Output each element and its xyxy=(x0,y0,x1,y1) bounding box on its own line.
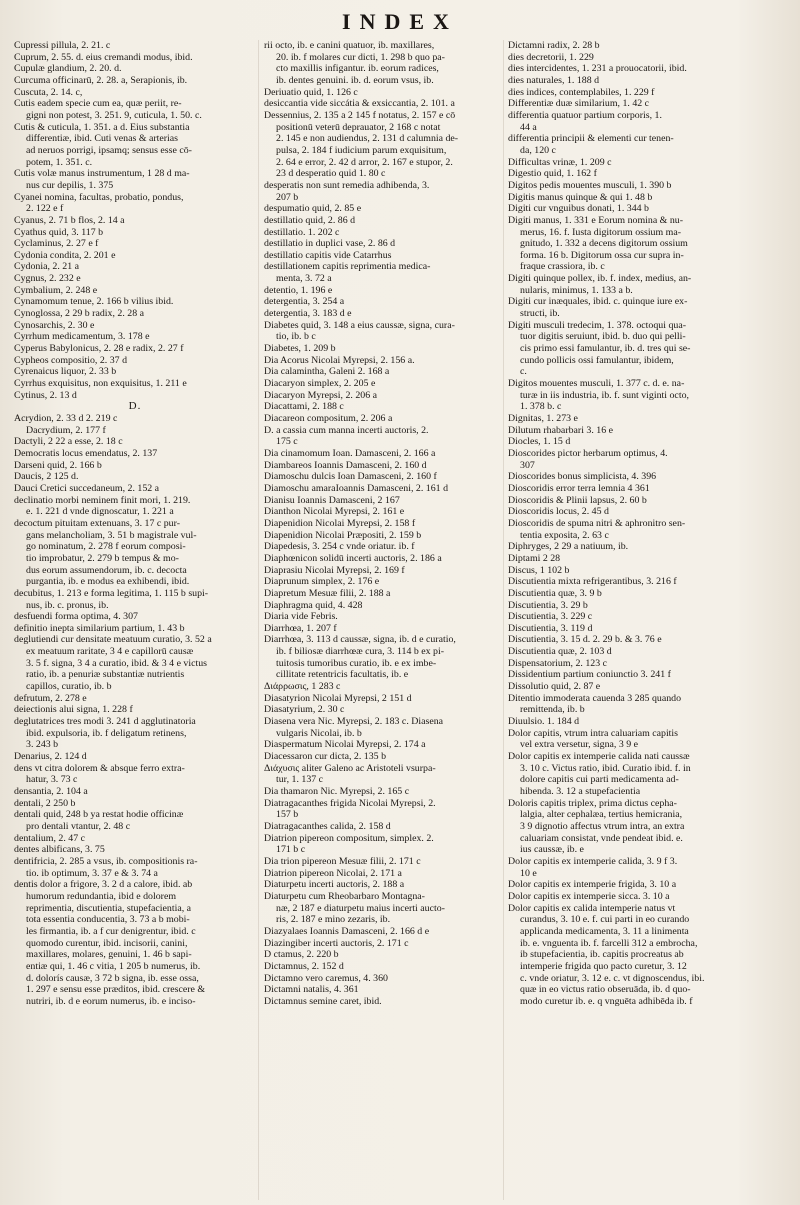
index-entry-line: differentiæ, ibid. Cuti venas & arterias xyxy=(26,133,179,145)
index-entry-line: decubitus, 1. 213 e forma legitima, 1. 115 b supi- xyxy=(14,587,209,599)
index-entry-line: D ctamus, 2. 220 b xyxy=(264,949,339,961)
index-entry-line: dies naturales, 1. 188 d xyxy=(508,74,600,86)
index-entry-line: Diamoschu amaraIoannis Damasceni, 2. 161 d xyxy=(264,482,449,494)
index-columns xyxy=(14,40,790,1202)
index-entry-line: dentis dolor a frigore, 3. 2 d a calore, ibid. ab xyxy=(14,879,193,891)
index-entry-line: Diaphragma quid, 4. 428 xyxy=(264,599,363,611)
index-entry-line: hatur, 3. 73 c xyxy=(26,774,78,786)
index-entry-line: Diacareon compositum, 2. 206 a xyxy=(264,413,393,424)
index-entry-line: caluariam consistat, vnde pendeat ibid. e. xyxy=(520,832,683,844)
index-entry-line: despumatio quid, 2. 85 e xyxy=(264,203,362,215)
index-entry-line: densantia, 2. 104 a xyxy=(14,786,88,797)
index-entry-line: Digitis manus quinque & qui 1. 48 b xyxy=(508,191,653,203)
index-entry-line: Dictamni natalis, 4. 361 xyxy=(264,984,359,996)
index-entry-line: 3. 243 b xyxy=(26,739,59,751)
index-entry-line: pulsa, 2. 184 f iudicium parum exquisitum, xyxy=(276,144,447,156)
index-entry-line: Cyrenaicus liquor, 2. 33 b xyxy=(14,366,117,378)
index-entry-line: dens vt citra dolorem & absque ferro extra- xyxy=(14,762,185,774)
index-entry-line: Discutientia, 3. 229 c xyxy=(508,611,593,623)
index-entry-line: differentia principii & elementi cur tenen- xyxy=(508,133,674,145)
index-entry-line: tota essentia conducentia, 3. 73 a b mobi- xyxy=(26,914,190,926)
index-entry-line: Diptami 2 28 xyxy=(508,552,561,564)
index-entry-line: forma. 16 b. Digitorum ossa cur supra in- xyxy=(520,249,684,261)
index-entry-line: vel extra versetur, signa, 3 9 e xyxy=(520,739,639,751)
index-entry-line: Diphryges, 2 29 a natiuum, ib. xyxy=(508,541,629,553)
index-entry-line: 2. 122 e f xyxy=(26,203,64,215)
index-entry-line: turæ in iis industria, ib. f. sunt viginti octo, xyxy=(520,389,689,401)
index-entry-line: 23 d desperatio quid 1. 80 c xyxy=(276,168,386,180)
index-entry-line: deglutiendi cur densitate meatuum curatio, 3. 52 a xyxy=(14,634,212,646)
index-entry-line: Cyathus quid, 3. 117 b xyxy=(14,226,104,238)
index-entry-line: ib stupefacientia, ib. capitis procreatus ab xyxy=(520,949,684,961)
index-entry-line: Cytinus, 2. 13 d xyxy=(14,389,77,401)
index-entry-line: Diaturpetu cum Rheobarbaro Montagna- xyxy=(264,890,425,902)
index-entry-line: Dianisu Ioannis Damasceni, 2 167 xyxy=(264,494,400,506)
index-entry-line: remittenda, ib. b xyxy=(520,704,585,716)
index-entry-line: maxillares, molares, genuini, 1. 46 b sapi- xyxy=(26,949,192,961)
index-entry-line: capillos, curatio, ib. b xyxy=(26,681,112,693)
index-entry-line: deiectionis alui signa, 1. 228 f xyxy=(14,704,133,716)
index-entry-line: Diapenidion Nicolai Myrepsi, 2. 158 f xyxy=(264,517,416,529)
index-entry-line: Cupressi pillula, 2. 21. c xyxy=(14,40,111,51)
index-entry-line: Dignitas, 1. 273 e xyxy=(508,413,578,424)
index-entry-line: Dilutum rhabarbari 3. 16 e xyxy=(508,424,614,436)
index-entry-line: 1. 378 b. c xyxy=(520,401,562,413)
index-entry-line: 2. 64 e error, 2. 42 d arror, 2. 167 e stupor, 2. xyxy=(276,156,453,168)
index-entry-line: quomodo curentur, ibid. incisorii, canini, xyxy=(26,937,188,949)
index-entry-line: Doloris capitis triplex, prima dictus cepha- xyxy=(508,797,677,809)
index-entry-line: vulgaris Nicolai, ib. b xyxy=(276,727,362,739)
index-entry-line: dentali quid, 248 b ya restat hodie officinæ xyxy=(14,809,184,821)
index-entry-line: Dispensatorium, 2. 123 c xyxy=(508,657,608,669)
index-entry-line: Dioscoridis error terra lemnia 4 361 xyxy=(508,482,650,494)
index-entry-line: Diapretum Mesuæ filii, 2. 188 a xyxy=(264,587,391,599)
index-entry-line: Cyanus, 2. 71 b flos, 2. 14 a xyxy=(14,214,125,226)
index-entry-line: go nominatum, 2. 278 f eorum composi- xyxy=(26,541,186,553)
index-entry-line: desperatis non sunt remedia adhibenda, 3. xyxy=(264,179,430,191)
index-entry-line: Cygnus, 2. 232 e xyxy=(14,273,81,285)
index-entry-line: Digiti musculi tredecim, 1. 378. octoqui qua- xyxy=(508,319,686,331)
index-entry-line: tio, ib. b c xyxy=(276,331,316,343)
index-entry-line: applicanda medicamenta, 3. 11 a linimenta xyxy=(520,925,689,937)
index-entry-line: ad neruos porrigi, ipsamq; sensus esse cō- xyxy=(26,144,192,156)
index-entry-line: tentia exposita, 2. 63 c xyxy=(520,529,609,541)
index-entry-line: Diatragacanthes calida, 2. 158 d xyxy=(264,820,391,832)
index-entry-line: 10 e xyxy=(520,867,537,879)
index-entry-line: 3 9 dignotio affectus vtrum intra, an extra xyxy=(520,820,685,832)
index-entry-line: 1. 297 e sensu esse præditos, ibid. crescere & xyxy=(26,984,206,996)
index-entry-line: tio improbatur, 2. 279 b tempus & mo- xyxy=(26,552,179,564)
index-entry-line: Diabetes, 1. 209 b xyxy=(264,343,336,355)
index-entry-line: destillationem capitis reprimentia medica- xyxy=(264,261,431,273)
index-entry-line: Ditentio immoderata cauenda 3 285 quando xyxy=(508,692,682,704)
index-entry-line: les firmantia, ib. a f cur denigrentur, ibid. c xyxy=(26,925,196,937)
index-entry-line: 157 b xyxy=(276,809,299,821)
index-entry-line: Differentiæ duæ similarium, 1. 42 c xyxy=(508,98,650,110)
index-entry-line: Digestio quid, 1. 162 f xyxy=(508,168,597,180)
index-entry-line: Dioscorides pictor herbarum optimus, 4. xyxy=(508,447,668,459)
index-entry-line: 2. 145 e non audiendus, 2. 131 d calumnia de- xyxy=(276,133,459,145)
index-entry-line: ris, 2. 187 e mino zezaris, ib. xyxy=(276,914,391,926)
index-entry-line: Diaria vide Febris. xyxy=(264,611,338,623)
index-entry-line: ib. e. vnguenta ib. f. farcelli 312 a embrocha, xyxy=(520,937,698,949)
index-entry-line: Discutientia, 3. 29 b xyxy=(508,599,588,611)
index-entry-line: 20. ib. f molares cur dicti, 1. 298 b quo pa- xyxy=(276,51,445,63)
index-column-right xyxy=(508,40,790,1202)
index-entry-line: Diaprunum simplex, 2. 176 e xyxy=(264,576,380,588)
index-entry-line: Dictamnus, 2. 152 d xyxy=(264,960,344,972)
index-entry-line: merus, 16. f. Iusta digitorum ossium ma- xyxy=(520,226,681,238)
index-entry-line: differentia quatuor partium corporis, 1. xyxy=(508,109,662,121)
index-entry-line: detergentia, 3. 183 d e xyxy=(264,308,352,320)
index-entry-line: Dictamni radix, 2. 28 b xyxy=(508,40,600,51)
index-entry-line: decoctum pituitam extenuans, 3. 17 c pur- xyxy=(14,517,180,529)
index-entry-line: Dictamnus semine caret, ibid. xyxy=(264,995,382,1007)
index-entry-line: deglutatrices tres modi 3. 241 d agglutinatoria xyxy=(14,716,196,728)
index-entry-line: Diazingiber incerti auctoris, 2. 171 c xyxy=(264,937,409,949)
index-entry-line: positionū veterū deprauator, 2 168 c notat xyxy=(276,121,441,133)
index-entry-line: Diacaryon simplex, 2. 205 e xyxy=(264,378,376,390)
index-entry-line: 207 b xyxy=(276,191,299,203)
index-entry-line: Cymbalium, 2. 248 e xyxy=(14,284,98,296)
index-entry-line: Diabetes quid, 3. 148 a eius caussæ, signa, cura- xyxy=(264,319,455,331)
index-entry-line: declinatio morbi neminem finit mori, 1. 219. xyxy=(14,494,191,506)
index-entry-line: Dolor capitis, vtrum intra caluariam capitis xyxy=(508,727,679,739)
index-entry-line: Cydonia condita, 2. 201 e xyxy=(14,249,116,261)
index-entry-line: Diatrion pipereon compositum, simplex. 2. xyxy=(264,832,434,844)
index-entry-line: pro dentali vtantur, 2. 48 c xyxy=(26,820,131,832)
index-entry-line: Discutientia mixta refrigerantibus, 3. 216 f xyxy=(508,576,677,588)
index-entry-line: Διάχυσις aliter Galeno ac Aristoteli vsurpa- xyxy=(264,762,436,774)
index-entry-line: dentifricia, 2. 285 a vsus, ib. compositionis ra- xyxy=(14,855,198,867)
index-entry-line: Cuscuta, 2. 14. c, xyxy=(14,86,83,98)
index-entry-line: Digiti manus, 1. 331 e Eorum nomina & nu- xyxy=(508,214,683,226)
index-entry-line: Diaphœnicon solidū incerti auctoris, 2. 186 a xyxy=(264,552,442,564)
index-entry-line: Diasatyrion Nicolai Myrepsi, 2 151 d xyxy=(264,692,412,704)
index-entry-line: Difficultas vrinæ, 1. 209 c xyxy=(508,156,612,168)
index-entry-line: cundo pollicis ossi famulantur, ibidem, xyxy=(520,354,674,366)
index-entry-line: Dissidentium partium coniunctio 3. 241 f xyxy=(508,669,671,681)
index-entry-line: næ, 2 187 e diaturpetu maius incerti aucto- xyxy=(276,902,445,914)
index-entry-line: e. 1. 221 d vnde dignoscatur, 1. 221 a xyxy=(26,506,174,518)
index-entry-line: Diaspermatum Nicolai Myrepsi, 2. 174 a xyxy=(264,739,426,751)
index-column-middle xyxy=(264,40,500,1202)
index-entry-line: cto maxillis infigantur. ib. eorum radices, xyxy=(276,63,439,75)
index-entry-line: Cynosarchis, 2. 30 e xyxy=(14,319,95,331)
index-entry-line: Diapedesis, 3. 254 c vnde oriatur. ib. f xyxy=(264,541,415,553)
index-entry-line: cis primo essi famulantur, ib. d. tres qui se- xyxy=(520,343,691,355)
index-entry-line: Dia Acorus Nicolai Myrepsi, 2. 156 a. xyxy=(264,354,415,366)
index-entry-line: c. vnde oriatur, 3. 12 e. c. vt dignoscendus, ibi. xyxy=(520,972,705,984)
index-entry-line: structi, ib. xyxy=(520,308,560,320)
index-entry-line: menta, 3. 72 a xyxy=(276,273,332,285)
index-entry-line: Digiti cur inæquales, ibid. c. quinque iure ex- xyxy=(508,296,688,308)
index-entry-line: Diasena vera Nic. Myrepsi, 2. 183 c. Diasena xyxy=(264,716,444,728)
index-entry-line: dus eorum assumendorum, ib. c. decocta xyxy=(26,564,187,576)
index-entry-line: desiccantia vide siccátia & exsiccantia, 2. 101. a xyxy=(264,98,455,110)
index-entry-line: Dolor capitis ex intemperie calida, 3. 9 f 3. xyxy=(508,855,678,867)
index-entry-line: 3. 10 c. Victus ratio, ibid. Curatio ibid. f. in xyxy=(520,762,691,774)
index-entry-line: purgantia, ib. e modus ea exhibendi, ibid. xyxy=(26,576,190,588)
index-entry-line: Dolor capitis ex intemperie sicca. 3. 10 a xyxy=(508,890,670,902)
index-entry-line: Dolor capitis ex intemperie calida nati caussæ xyxy=(508,751,690,763)
index-entry-line: destillatio. 1. 202 c xyxy=(264,226,340,238)
index-entry-line: Dioscoridis de spuma nitri & aphronitro sen- xyxy=(508,517,686,529)
index-entry-line: tio. ib optimum, 3. 37 e & 3. 74 a xyxy=(26,867,158,879)
index-entry-line: defrutum, 2. 278 e xyxy=(14,692,87,704)
index-entry-line: Dacrydium, 2. 177 f xyxy=(26,424,106,436)
index-entry-line: Denarius, 2. 124 d xyxy=(14,751,87,763)
index-entry-line: nularis, minimus, 1. 133 a b. xyxy=(520,284,633,296)
index-entry-line: Dictamno vero caremus, 4. 360 xyxy=(264,972,388,984)
index-entry-line: Dia cinamomum Ioan. Damasceni, 2. 166 a xyxy=(264,447,436,459)
index-entry-line: Diambareos Ioannis Damasceni, 2. 160 d xyxy=(264,459,427,471)
index-entry-line: Diatrion pipereon Nicolai, 2. 171 a xyxy=(264,867,402,879)
index-entry-line: Discutientia, 3. 15 d. 2. 29 b. & 3. 76 e xyxy=(508,634,662,646)
index-entry-line: detentio, 1. 196 e xyxy=(264,284,333,296)
index-entry-line: D. a cassia cum manna incerti auctoris, 2. xyxy=(264,424,429,436)
index-entry-line: Diacessaron cur dicta, 2. 135 b xyxy=(264,751,387,763)
index-entry-line: quæ in eo victus ratio obseruāda, ib. d quo- xyxy=(520,984,691,996)
index-entry-line: Digitos pedis mouentes musculi, 1. 390 b xyxy=(508,179,672,191)
index-entry-line: Discutientia quæ, 3. 9 b xyxy=(508,587,602,599)
index-entry-line: Cutis volæ manus instrumentum, 1 28 d ma- xyxy=(14,168,190,180)
index-entry-line: Digiti cur vnguibus donati, 1. 344 b xyxy=(508,203,649,215)
index-entry-line: Discutientia quæ, 2. 103 d xyxy=(508,646,612,658)
index-entry-line: Cyclaminus, 2. 27 e f xyxy=(14,238,99,250)
index-entry-line: fraque crassiora, ib. c xyxy=(520,261,605,273)
index-entry-line: Acrydion, 2. 33 d 2. 219 c xyxy=(14,413,118,424)
index-entry-line: Dia thamaron Nic. Myrepsi, 2. 165 c xyxy=(264,786,410,797)
index-entry-line: Dia calamintha, Galeni 2. 168 a xyxy=(264,366,390,378)
index-entry-line: desfuendi forma optima, 4. 307 xyxy=(14,611,138,623)
index-entry-line: Diasatyrium, 2. 30 c xyxy=(264,704,345,716)
index-entry-line: 175 c xyxy=(276,436,298,448)
index-entry-line: ibid. expulsoria, ib. f deligatum retinens, xyxy=(26,727,187,739)
index-entry-line: hibenda. 3. 12 a stupefacientia xyxy=(520,786,641,797)
index-entry-line: Diuulsio. 1. 184 d xyxy=(508,716,580,728)
index-entry-line: Daucis, 2 125 d. xyxy=(14,471,79,483)
index-entry-line: Cyrrhus exquisitus, non exquisitus, 1. 211 e xyxy=(14,378,187,390)
index-entry-line: nus, ib. c. pronus, ib. xyxy=(26,599,109,611)
index-entry-line: ib. f biliosæ diarrhœæ cura, 3. 114 b ex pi- xyxy=(276,646,445,658)
index-entry-line: humorum redundantia, ibid e dolorem xyxy=(26,890,177,902)
index-entry-line: Democratis locus emendatus, 2. 137 xyxy=(14,447,158,459)
index-entry-line: dentali, 2 250 b xyxy=(14,797,76,809)
index-entry-line: Darseni quid, 2. 166 b xyxy=(14,459,102,471)
index-entry-line: Cutis & cuticula, 1. 351. a d. Eius substantia xyxy=(14,121,190,133)
index-entry-line: dies intercidentes, 1. 231 a prouocatorii, ibid. xyxy=(508,63,687,75)
index-entry-line: 307 xyxy=(520,459,535,471)
index-entry-line: d. dolorís causæ, 3 72 b signa, ib. esse ossa, xyxy=(26,972,199,984)
index-entry-line: Dissolutio quid, 2. 87 e xyxy=(508,681,601,693)
index-entry-line: Diarrhœa, 1. 207 f xyxy=(264,622,337,634)
index-entry-line: Dia trion pipereon Mesuæ filii, 2. 171 c xyxy=(264,855,421,867)
index-entry-line: Cuprum, 2. 55. d. eius cremandi modus, ibid. xyxy=(14,51,193,63)
index-entry-line: Διάρρωσις, 1 283 c xyxy=(264,681,341,693)
index-entry-line: reprimentia, discutientia, stupefacientia, a xyxy=(26,902,192,914)
index-entry-line: Cydonia, 2. 21 a xyxy=(14,261,80,273)
index-entry-line: Diaturpetu incerti auctoris, 2. 188 a xyxy=(264,879,405,891)
section-letter: D. xyxy=(128,400,142,413)
index-entry-line: tuitosis tumoribus curatio, ib. e ex imbe- xyxy=(276,657,437,669)
index-column-left xyxy=(14,40,256,1202)
index-entry-line: Discus, 1 102 b xyxy=(508,564,570,576)
index-entry-line: Cypheos compositio, 2. 37 d xyxy=(14,354,128,366)
index-entry-line: destillatio capitis vide Catarrhus xyxy=(264,249,392,261)
index-entry-line: gigni non potest, 3. 251. 9, cuticula, 1. 50. c. xyxy=(26,109,202,121)
index-entry-line: Curcuma officinarū, 2. 28. a, Serapionis, ib. xyxy=(14,74,188,86)
index-entry-line: tur, 1. 137 c xyxy=(276,774,324,786)
page-title: INDEX xyxy=(342,9,458,34)
index-entry-line: Diacattami, 2. 188 c xyxy=(264,401,344,413)
index-entry-line: lalgia, alter cephalæa, tertius hemicrania, xyxy=(520,809,683,821)
index-entry-line: definitio inepta similarium partium, 1. 43 b xyxy=(14,622,185,634)
index-entry-line: modo curetur ib. e. q vnguēta adhibēda ib. f xyxy=(520,995,693,1007)
index-entry-line: dentalium, 2. 47 c xyxy=(14,832,86,844)
index-entry-line: dies decretorii, 1. 229 xyxy=(508,51,594,63)
index-entry-line: Cynamomum tenue, 2. 166 b vilius ibid. xyxy=(14,296,174,308)
index-entry-line: dies indices, contemplabiles, 1. 229 f xyxy=(508,86,655,98)
index-entry-line: entiæ qui, 1. 46 c vitia, 1 205 b numerus, ib. xyxy=(26,960,201,972)
index-entry-line: Dauci Cretici succedaneum, 2. 152 a xyxy=(14,482,160,494)
index-entry-line: Diamoschu dulcis Ioan Damasceni, 2. 160 f xyxy=(264,471,437,483)
index-entry-line: 171 b c xyxy=(276,844,306,856)
index-entry-line: Cyanei nomina, facultas, probatio, pondus, xyxy=(14,191,184,203)
index-entry-line: detergentia, 3. 254 a xyxy=(264,296,345,308)
index-entry-line: intemperie frigida quo pacto curetur, 3. 12 xyxy=(520,960,687,972)
index-entry-line: Diatragacanthes frigida Nicolai Myrepsi, 2. xyxy=(264,797,436,809)
index-entry-line: Cyperus Babylonicus, 2. 28 e radix, 2. 27 f xyxy=(14,343,184,355)
index-entry-line: Cutis eadem specie cum ea, quæ periit, re- xyxy=(14,98,182,110)
index-entry-line: 3. 5 f. signa, 3 4 a curatio, ibid. & 3 4 e victus xyxy=(26,657,208,669)
index-entry-line: Discutientia, 3. 119 d xyxy=(508,622,593,634)
index-entry-line: Dessennius, 2. 135 a 2 145 f notatus, 2. 157 e cō xyxy=(264,109,456,121)
index-entry-line: ex meatuum raritate, 3 4 e capillorū causæ xyxy=(26,646,194,658)
index-entry-line: Dianthon Nicolai Myrepsi, 2. 161 e xyxy=(264,506,405,518)
index-entry-line: Digitos mouentes musculi, 1. 377 c. d. e. na- xyxy=(508,378,685,390)
index-entry-line: Dioscoridis locus, 2. 45 d xyxy=(508,506,609,518)
index-entry-line: Cyrrhum medicamentum, 3. 178 e xyxy=(14,331,150,343)
index-entry-line: dentes albificans, 3. 75 xyxy=(14,844,105,856)
index-entry-line: Dactyli, 2 22 a esse, 2. 18 c xyxy=(14,436,123,448)
index-entry-line: potem, 1. 351. c. xyxy=(26,156,93,168)
index-entry-line: da, 120 c xyxy=(520,144,556,156)
index-entry-line: tuor digitis seruiunt, ibid. b. duo qui pelli- xyxy=(520,331,686,343)
index-entry-line: Diazyalaes Ioannis Damasceni, 2. 166 d e xyxy=(264,925,430,937)
index-entry-line: Diaprasiu Nicolai Myrepsi, 2. 169 f xyxy=(264,564,405,576)
index-entry-line: Diapenidion Nicolai Præpositi, 2. 159 b xyxy=(264,529,422,541)
index-entry-line: ratio, ib. a penuriæ substantiæ nutrientis xyxy=(26,669,185,681)
index-entry-line: Diocles, 1. 15 d xyxy=(508,436,571,448)
index-entry-line: Dolor capitis ex calida intemperie natus vt xyxy=(508,902,676,914)
index-entry-line: destillatio in duplici vase, 2. 86 d xyxy=(264,238,396,250)
index-entry-line: Diarrhœa, 3. 113 d caussæ, signa, ib. d e curatio, xyxy=(264,634,456,646)
index-entry-line: ib. dentes genuini. ib. d. eorum vsus, ib. xyxy=(276,74,434,86)
index-entry-line: nus cur depilis, 1. 375 xyxy=(26,179,114,191)
index-entry-line: gans melancholiam, 3. 51 b magistrale vul- xyxy=(26,529,197,541)
page-header xyxy=(0,4,800,40)
index-entry-line: Deriuatio quid, 1. 126 c xyxy=(264,86,358,98)
index-entry-line: Diacaryon Myrepsi, 2. 206 a xyxy=(264,389,377,401)
index-entry-line: nutriri, ib. d e eorum numerus, ib. e inciso- xyxy=(26,995,196,1007)
index-entry-line: Cynoglossa, 2 29 b radix, 2. 28 a xyxy=(14,308,145,320)
index-entry-line: cillitate retentricis facultatis, ib. e xyxy=(276,669,409,681)
index-entry-line: Dioscorides bonus simplicista, 4. 396 xyxy=(508,471,657,483)
index-entry-line: ius caussæ, ib. e xyxy=(520,844,584,856)
index-entry-line: gnitudo, 1. 332 a decens digitorum ossium xyxy=(520,238,688,250)
index-entry-line: Dioscoridis & Plinii lapsus, 2. 60 b xyxy=(508,494,647,506)
index-entry-line: 44 a xyxy=(520,121,537,133)
index-entry-line: curandus, 3. 10 e. f. cui parti in eo curando xyxy=(520,914,690,926)
index-entry-line: Dolor capitis ex intemperie frigida, 3. 10 a xyxy=(508,879,677,891)
index-entry-line: Digiti quinque pollex, ib. f. index, medius, an- xyxy=(508,273,692,285)
index-entry-line: c. xyxy=(520,366,527,378)
index-entry-line: Cupulæ glandium, 2. 20. d. xyxy=(14,63,122,75)
index-entry-line: rii octo, ib. e canini quatuor, ib. maxillares, xyxy=(264,40,435,51)
index-entry-line: destillatio quid, 2. 86 d xyxy=(264,214,356,226)
index-entry-line: dolore capitis cui parti medicamenta ad- xyxy=(520,774,679,786)
